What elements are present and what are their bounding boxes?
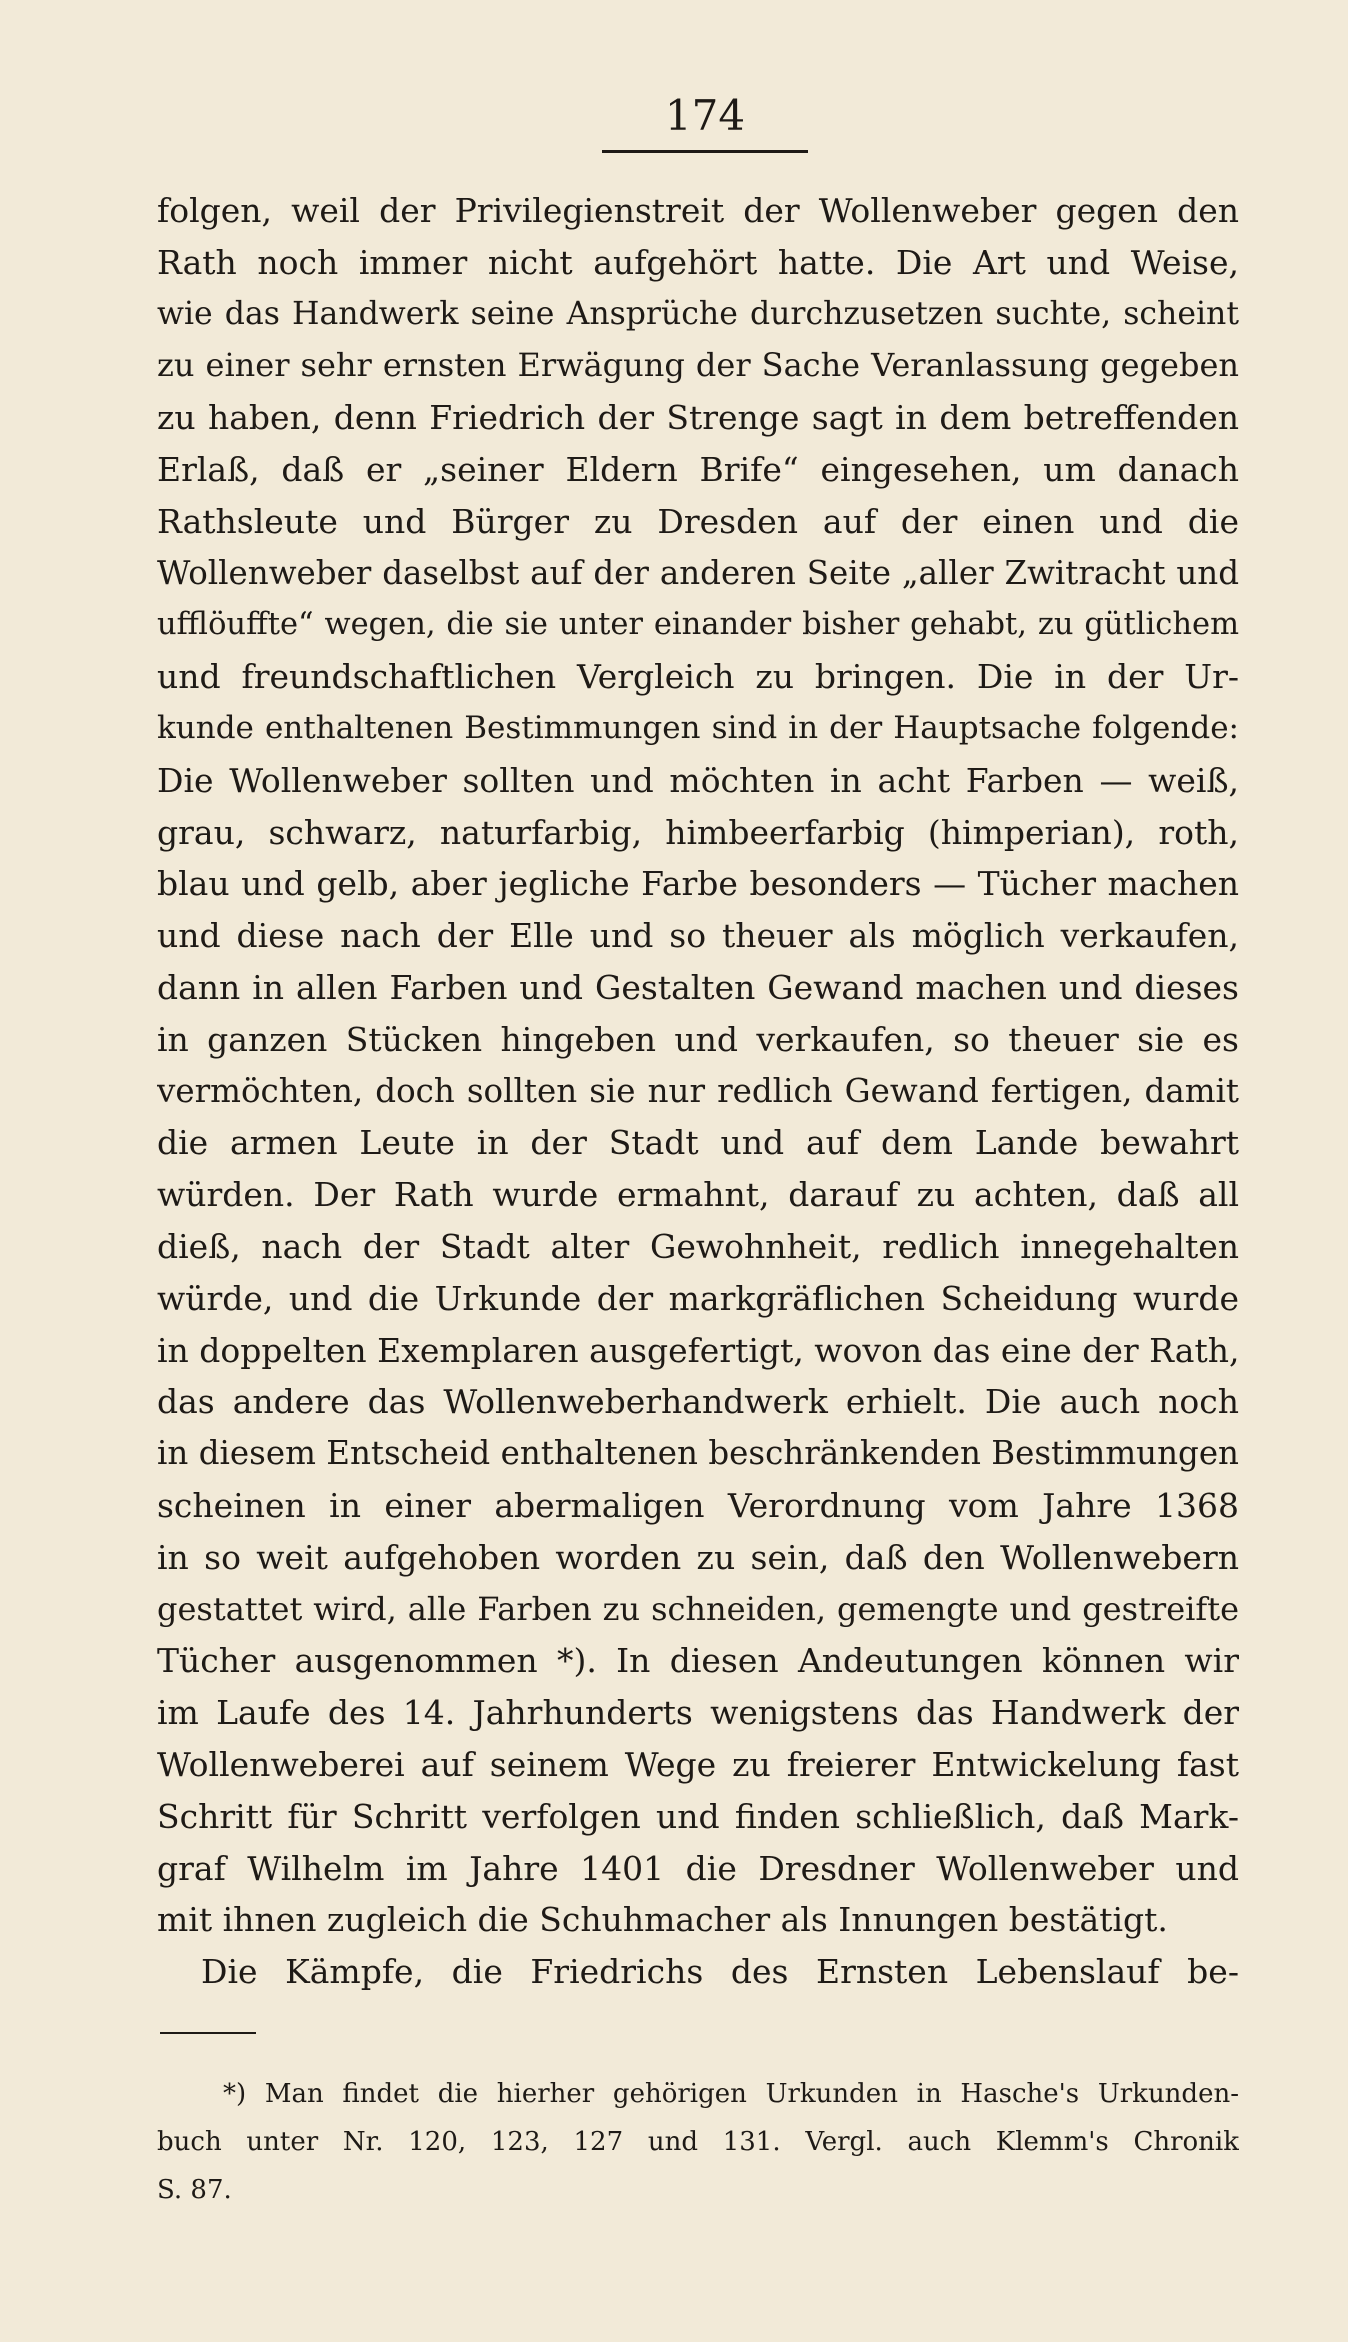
text-line: zu einer sehr ernsten Erwägung der Sache Veranlassung gegeben: [157, 346, 1239, 385]
text-line: und diese nach der Elle und so theuer als möglich verkaufen,: [157, 916, 1239, 956]
text-line: dann in allen Farben und Gestalten Gewand machen und dieses: [157, 967, 1239, 1007]
footnote-line: buch unter Nr. 120, 123, 127 und 131. Vergl. auch Klemm's Chronik: [157, 2127, 1239, 2157]
text-line: Erlaß, daß er „seiner Eldern Brife“ eingesehen, um danach: [157, 449, 1239, 489]
text-line: Die Wollenweber sollten und möchten in acht Farben — weiß,: [157, 760, 1239, 800]
text-line: in ganzen Stücken hingeben und verkaufen, so theuer sie es: [157, 1019, 1239, 1059]
text-line: scheinen in einer abermaligen Verordnung vom Jahre 1368: [157, 1485, 1239, 1525]
text-line: in diesem Entscheid enthaltenen beschränkenden Bestimmungen: [157, 1434, 1239, 1473]
text-line: in so weit aufgehoben worden zu sein, daß den Wollenwebern: [157, 1537, 1239, 1577]
text-line: würde, und die Urkunde der markgräflichen Scheidung wurde: [157, 1278, 1239, 1318]
text-line: Die Kämpfe, die Friedrichs des Ernsten Lebenslauf be-: [201, 1952, 1239, 1992]
text-line: gestattet wird, alle Farben zu schneiden, gemengte und gestreifte: [157, 1589, 1239, 1628]
text-line: würden. Der Rath wurde ermahnt, darauf zu achten, daß all: [157, 1175, 1239, 1215]
text-line: vermöchten, doch sollten sie nur redlich Gewand fertigen, damit: [157, 1071, 1239, 1110]
footnote-line: *) Man findet die hierher gehörigen Urkunden in Hasche's Urkunden-: [223, 2079, 1239, 2109]
header-rule: [602, 150, 808, 153]
text-line: und freundschaftlichen Vergleich zu bringen. Die in der Ur-: [157, 657, 1239, 697]
text-line: Rathsleute und Bürger zu Dresden auf der einen und die: [157, 501, 1239, 541]
text-line: wie das Handwerk seine Ansprüche durchzusetzen suchte, scheint: [157, 295, 1239, 332]
footnote-line: S. 87.: [157, 2175, 232, 2205]
text-line: blau und gelb, aber jegliche Farbe besonders — Tücher machen: [157, 864, 1239, 904]
footnote-rule: [160, 2032, 256, 2034]
text-line: Wollenweber daselbst auf der anderen Seite „aller Zwitracht und: [157, 553, 1239, 592]
text-line: die armen Leute in der Stadt und auf dem Lande bewahrt: [157, 1123, 1239, 1163]
text-line: mit ihnen zugleich die Schuhmacher als Innungen bestätigt.: [157, 1900, 1168, 1940]
text-line: kunde enthaltenen Bestimmungen sind in der Hauptsache folgende:: [157, 709, 1239, 746]
text-line: graf Wilhelm im Jahre 1401 die Dresdner Wollenweber und: [157, 1848, 1239, 1888]
text-line: in doppelten Exemplaren ausgefertigt, wovon das eine der Rath,: [157, 1330, 1239, 1370]
text-line: Wollenweberei auf seinem Wege zu freierer Entwickelung fast: [157, 1744, 1239, 1784]
text-line: dieß, nach der Stadt alter Gewohnheit, redlich innegehalten: [157, 1226, 1239, 1266]
text-line: grau, schwarz, naturfarbig, himbeerfarbig (himperian), roth,: [157, 812, 1239, 852]
text-line: Tücher ausgenommen *). In diesen Andeutungen können wir: [157, 1641, 1239, 1681]
text-line: im Laufe des 14. Jahrhunderts wenigstens das Handwerk der: [157, 1693, 1239, 1733]
text-line: Schritt für Schritt verfolgen und finden schließlich, daß Mark-: [157, 1796, 1239, 1836]
text-line: folgen, weil der Privilegienstreit der Wollenweber gegen den: [157, 191, 1239, 230]
page-number: 174: [664, 91, 746, 140]
footnote: [157, 2070, 1239, 2214]
text-line: Rath noch immer nicht aufgehört hatte. Die Art und Weise,: [157, 242, 1239, 282]
text-line: ufflöuffte“ wegen, die sie unter einander bisher gehabt, zu gütlichem: [157, 607, 1239, 643]
text-line: zu haben, denn Friedrich der Strenge sagt in dem betreffenden: [157, 398, 1239, 438]
body-text: [157, 185, 1239, 1998]
text-line: das andere das Wollenweberhandwerk erhielt. Die auch noch: [157, 1382, 1239, 1422]
